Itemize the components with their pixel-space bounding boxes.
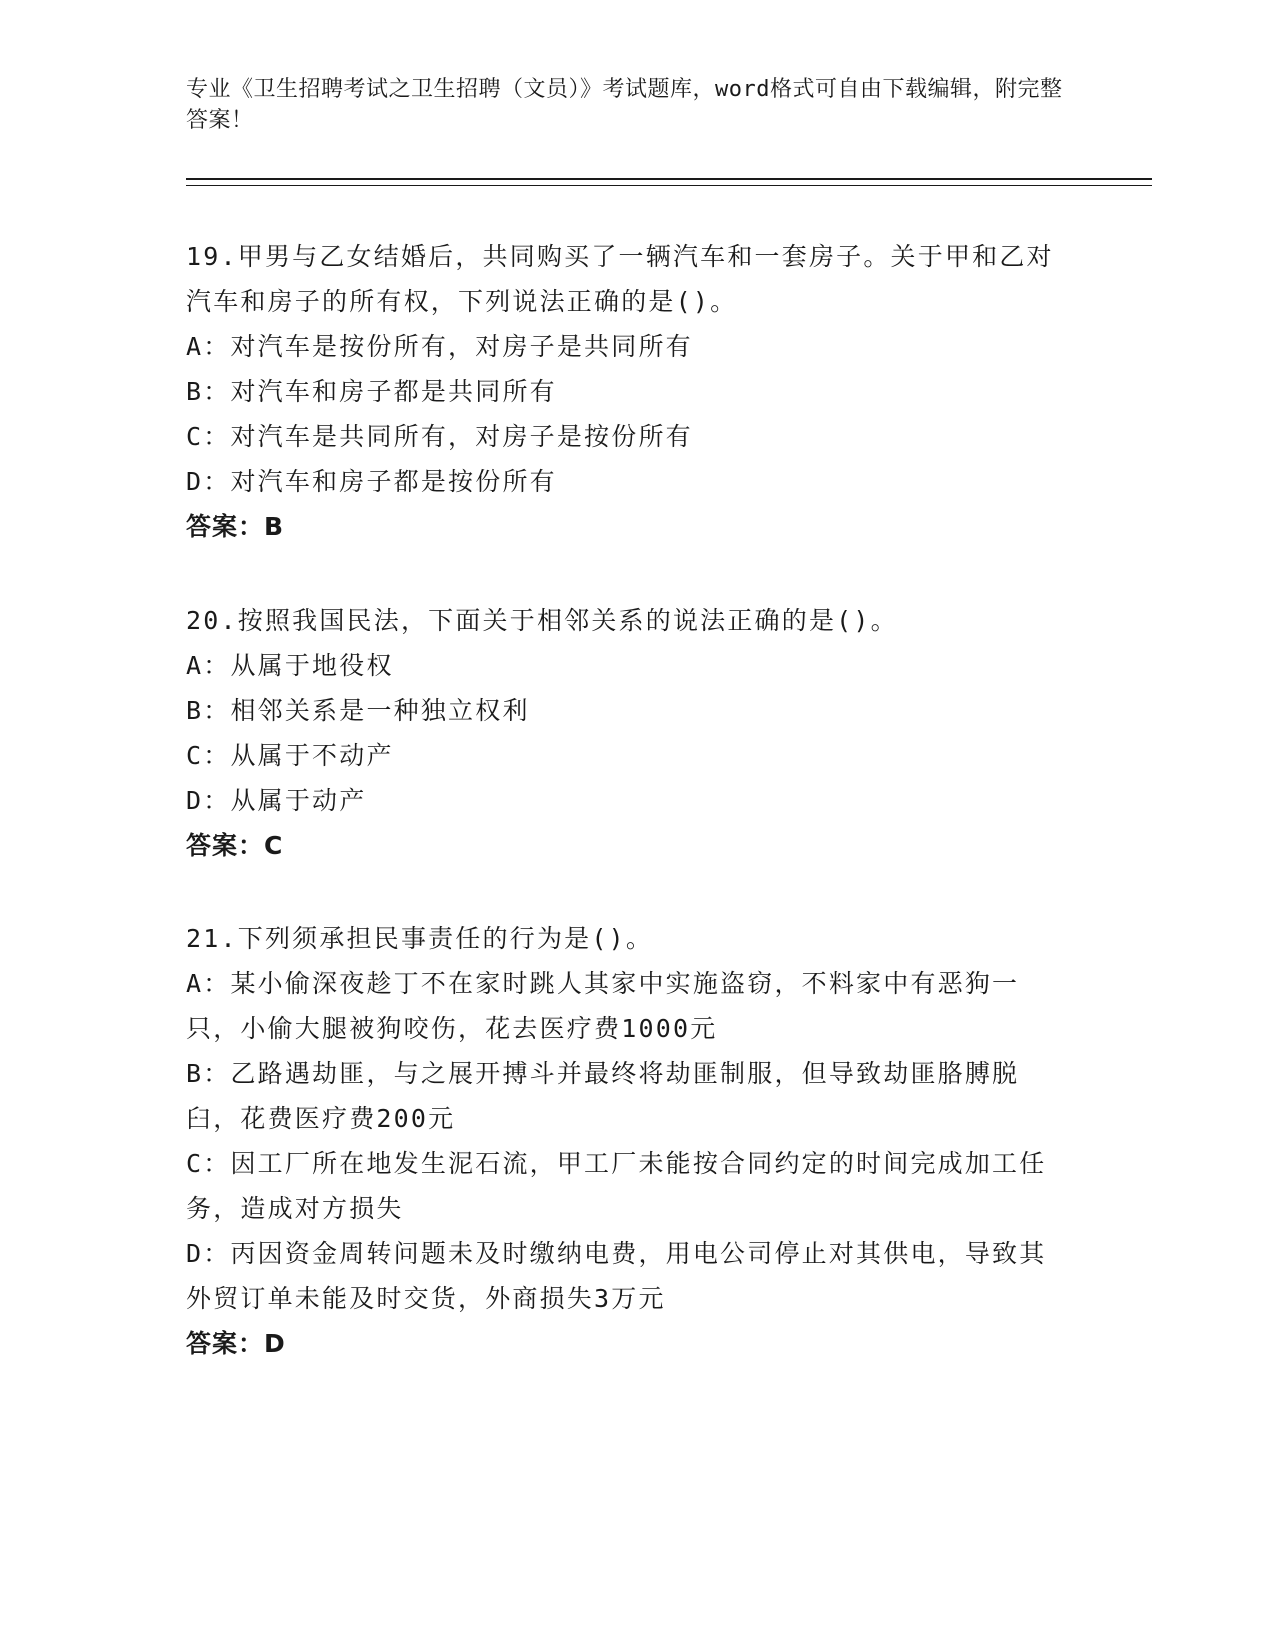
answer-line: 答案：C	[186, 831, 284, 860]
document-header: 专业《卫生招聘考试之卫生招聘（文员）》考试题库，word格式可自由下载编辑，附完整答案！	[186, 77, 1063, 133]
question-stem: 19.甲男与乙女结婚后，共同购买了一辆汽车和一套房子。关于甲和乙对汽车和房子的所有权，下列说法正确的是()。	[186, 242, 1054, 316]
question-stem: 21.下列须承担民事责任的行为是()。	[186, 924, 654, 953]
option-a: A：从属于地役权	[186, 651, 394, 680]
answer-line: 答案：B	[186, 512, 285, 541]
option-a: A：对汽车是按份所有，对房子是共同所有	[186, 332, 693, 361]
option-a: A：某小偷深夜趁丁不在家时跳人其家中实施盗窃，不料家中有恶狗一只，小偷大腿被狗咬伤，花去医疗费1000元	[186, 969, 1020, 1043]
option-d: D：对汽车和房子都是按份所有	[186, 467, 557, 496]
question-21	[186, 916, 1066, 1366]
option-b: B：相邻关系是一种独立权利	[186, 696, 530, 725]
question-stem: 20.按照我国民法，下面关于相邻关系的说法正确的是()。	[186, 606, 898, 635]
header-divider	[186, 178, 1152, 186]
option-b: B：对汽车和房子都是共同所有	[186, 377, 557, 406]
option-b: B：乙路遇劫匪，与之展开搏斗并最终将劫匪制服，但导致劫匪胳膊脱臼，花费医疗费200元	[186, 1059, 1020, 1133]
option-d: D：从属于动产	[186, 786, 367, 815]
option-c: C：对汽车是共同所有，对房子是按份所有	[186, 422, 693, 451]
option-d: D：丙因资金周转问题未及时缴纳电费，用电公司停止对其供电，导致其外贸订单未能及时交货，外商损失3万元	[186, 1239, 1047, 1313]
option-c: C：从属于不动产	[186, 741, 394, 770]
question-20	[186, 598, 1066, 868]
answer-line: 答案：D	[186, 1329, 286, 1358]
question-19	[186, 234, 1066, 549]
option-c: C：因工厂所在地发生泥石流，甲工厂未能按合同约定的时间完成加工任务，造成对方损失	[186, 1149, 1047, 1223]
